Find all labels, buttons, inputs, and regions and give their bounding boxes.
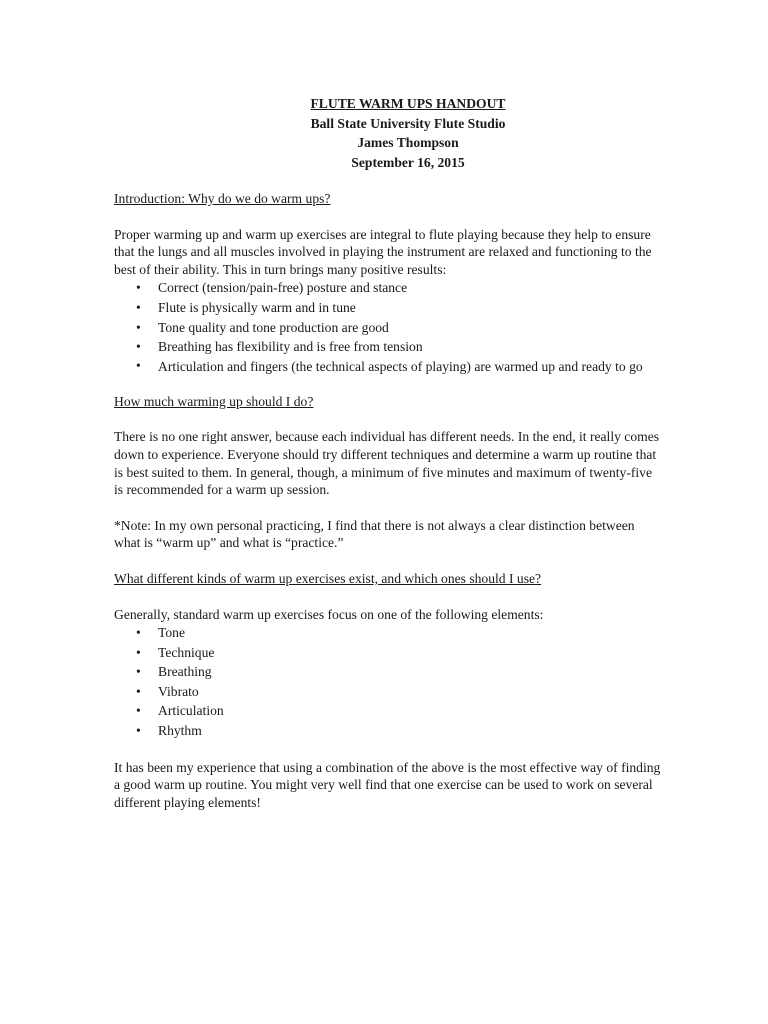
bullet-icon: • (136, 683, 141, 699)
intro-heading: Introduction: Why do we do warm ups? (114, 191, 331, 206)
list-item: • Breathing has flexibility and is free from tension (114, 337, 662, 357)
bullet-icon: • (136, 299, 141, 315)
bullet-icon: • (136, 357, 141, 373)
intro-paragraph: Proper warming up and warm up exercises are integral to flute playing because they help to ensure that the lungs and all muscles involved in playing the instrument are relaxed and functioning to the best of their ability. This in turn brings many positive results: (114, 226, 652, 277)
bullet-icon: • (136, 664, 141, 680)
list-item: • Flute is physically warm and in tune (114, 298, 662, 318)
bullet-icon: • (136, 625, 141, 641)
bullet-icon: • (136, 339, 141, 355)
practice-note: *Note: In my own personal practicing, I find that there is not always a clear distinction between what is “warm up” and what is “practice.” (114, 517, 635, 551)
list-item: • Tone quality and tone production are good (114, 318, 662, 338)
list-item: • Correct (tension/pain-free) posture and stance (114, 278, 662, 298)
list-item: • Breathing (114, 662, 662, 682)
list-item: • Tone (114, 623, 662, 643)
kinds-heading: What different kinds of warm up exercises exist, and which ones should I use? (114, 570, 542, 586)
closing-paragraph: It has been my experience that using a combination of the above is the most effective way of finding a good warm up routine. You might very well find that one exercise can be used to work on several different playing elements! (114, 759, 661, 810)
list-item: • Rhythm (114, 721, 662, 741)
document-page (114, 94, 662, 811)
bullet-icon: • (136, 703, 141, 719)
studio-name: Ball State University Flute Studio (310, 115, 506, 131)
how-much-paragraph: There is no one right answer, because each individual has different needs. In the end, it really comes down to experience. Everyone should try different techniques and determine a warm up routine that is best suited to them. In general, though, a minimum of five minutes and maximum of twenty-five is recommended for a warm up session. (114, 429, 660, 498)
list-item: • Articulation and fingers (the technical aspects of playing) are warmed up and ready to go (136, 357, 643, 374)
document-date: September 16, 2015 (351, 154, 465, 170)
list-item: • Technique (114, 643, 662, 663)
list-item: • Vibrato (114, 682, 662, 702)
document-header (154, 94, 662, 172)
bullet-icon: • (136, 280, 141, 296)
intro-bullet-list (114, 278, 662, 374)
bullet-icon: • (136, 723, 141, 739)
bullet-icon: • (136, 644, 141, 660)
how-much-heading: How much warming up should I do? (114, 393, 314, 409)
author-name: James Thompson (357, 135, 459, 150)
elements-bullet-list (114, 623, 662, 741)
document-title: FLUTE WARM UPS HANDOUT (310, 96, 506, 111)
kinds-paragraph: Generally, standard warm up exercises focus on one of the following elements: (114, 606, 544, 622)
list-item: • Articulation (114, 701, 662, 721)
bullet-icon: • (136, 319, 141, 335)
